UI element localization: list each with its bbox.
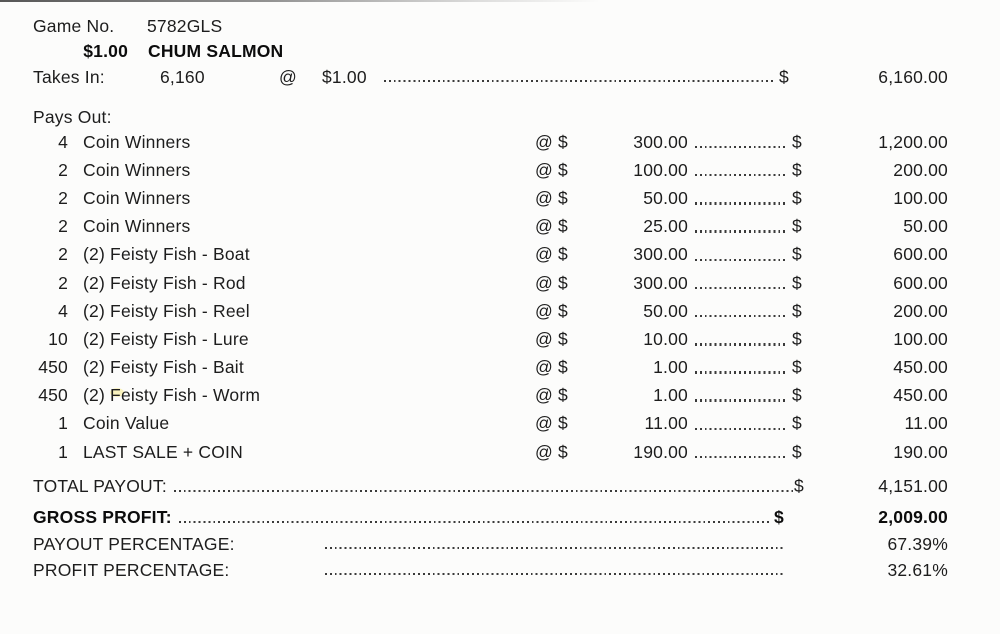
pays-out-label: Pays Out: <box>33 106 112 127</box>
payout-amount: 200.00 <box>893 300 948 321</box>
at-dollar-symbol: @ $ <box>535 385 568 406</box>
payout-row <box>33 354 948 382</box>
game-name-line <box>33 38 948 64</box>
at-dollar-symbol: @ $ <box>535 272 568 293</box>
payout-description: LAST SALE + COIN <box>83 441 243 462</box>
payout-unit-price: 1.00 <box>653 385 688 406</box>
payout-unit-price: 1.00 <box>653 357 688 378</box>
takes-in-total: 6,160.00 <box>878 66 948 87</box>
dollar-sign: $ <box>792 413 802 434</box>
payout-row <box>33 438 948 466</box>
profit-percentage-label: PROFIT PERCENTAGE: <box>33 559 230 580</box>
game-number-line <box>33 14 948 38</box>
section-spacer <box>33 90 948 106</box>
payout-qty: 2 <box>58 272 68 293</box>
payout-amount: 450.00 <box>893 357 948 378</box>
payout-unit-price: 50.00 <box>643 187 688 208</box>
total-payout-amount: 4,151.00 <box>878 475 948 496</box>
dollar-sign: $ <box>792 187 802 208</box>
dollar-sign: $ <box>792 441 802 462</box>
payout-row <box>33 410 948 438</box>
at-dollar-symbol: @ $ <box>535 244 568 265</box>
dotted-leader <box>318 531 788 557</box>
payout-amount: 600.00 <box>893 272 948 293</box>
payout-qty: 10 <box>48 328 68 349</box>
dollar-sign: $ <box>774 507 784 528</box>
payout-qty: 2 <box>58 216 68 237</box>
dotted-leader <box>688 382 792 410</box>
at-dollar-symbol: @ $ <box>535 159 568 180</box>
at-dollar-symbol: @ $ <box>535 216 568 237</box>
payout-description: (2) Feisty Fish - Reel <box>83 300 250 321</box>
at-symbol: @ <box>279 66 297 87</box>
payout-row <box>33 184 948 212</box>
dollar-sign: $ <box>792 159 802 180</box>
payout-unit-price: 190.00 <box>633 441 688 462</box>
payout-amount: 190.00 <box>893 441 948 462</box>
dollar-sign: $ <box>792 300 802 321</box>
dotted-leader <box>688 213 792 241</box>
payout-qty: 2 <box>58 244 68 265</box>
game-name: CHUM SALMON <box>148 40 284 61</box>
payout-amount: 11.00 <box>904 413 948 434</box>
payout-rows-list <box>33 128 948 466</box>
payout-qty: 2 <box>58 187 68 208</box>
payout-row <box>33 213 948 241</box>
dotted-leader <box>688 297 792 325</box>
payout-description: Coin Value <box>83 413 170 434</box>
profit-percentage-line <box>33 557 948 583</box>
payout-amount: 100.00 <box>893 328 948 349</box>
gross-profit-label: GROSS PROFIT: <box>33 507 172 528</box>
takes-in-unit-price: $1.00 <box>322 66 367 87</box>
scanner-edge-artifact <box>0 0 600 2</box>
total-payout-line <box>33 472 948 500</box>
at-dollar-symbol: @ $ <box>535 131 568 152</box>
dotted-leader <box>318 557 788 583</box>
dotted-leader <box>688 438 792 466</box>
dotted-leader <box>688 354 792 382</box>
payout-amount: 50.00 <box>903 216 948 237</box>
payout-unit-price: 300.00 <box>633 244 688 265</box>
dotted-leader <box>688 184 792 212</box>
dollar-sign: $ <box>794 475 804 496</box>
dotted-leader <box>688 269 792 297</box>
payout-amount: 200.00 <box>893 159 948 180</box>
payout-row <box>33 325 948 353</box>
pays-out-header <box>33 106 948 128</box>
gross-profit-line <box>33 504 948 531</box>
payout-row <box>33 297 948 325</box>
dotted-leader <box>688 128 792 156</box>
dollar-sign: $ <box>792 357 802 378</box>
payout-row <box>33 241 948 269</box>
payout-unit-price: 11.00 <box>644 413 688 434</box>
payout-description: (2) Feisty Fish - Lure <box>83 328 249 349</box>
profit-percentage-value: 32.61% <box>887 559 948 580</box>
payout-qty: 4 <box>58 300 68 321</box>
payout-amount: 600.00 <box>893 244 948 265</box>
payout-percentage-label: PAYOUT PERCENTAGE: <box>33 533 235 554</box>
dollar-sign: $ <box>792 272 802 293</box>
payout-qty: 450 <box>38 385 68 406</box>
dollar-sign: $ <box>792 385 802 406</box>
payout-row <box>33 156 948 184</box>
at-dollar-symbol: @ $ <box>535 187 568 208</box>
payout-description: (2) Feisty Fish - Boat <box>83 244 250 265</box>
payout-description: Coin Winners <box>83 159 191 180</box>
payout-unit-price: 25.00 <box>643 216 688 237</box>
payout-qty: 450 <box>38 357 68 378</box>
dollar-sign: $ <box>792 131 802 152</box>
payout-amount: 100.00 <box>893 187 948 208</box>
document-content <box>33 14 948 583</box>
payout-description: (2) Feisty Fish - Rod <box>83 272 246 293</box>
total-payout-label: TOTAL PAYOUT: <box>33 475 167 496</box>
payout-unit-price: 50.00 <box>643 300 688 321</box>
game-number-label: Game No. <box>33 15 115 36</box>
payout-amount: 1,200.00 <box>878 131 948 152</box>
dotted-leader <box>688 325 792 353</box>
payout-percentage-line <box>33 531 948 557</box>
dotted-leader <box>688 156 792 184</box>
payout-row <box>33 382 948 410</box>
takes-in-count: 6,160 <box>160 66 205 87</box>
at-dollar-symbol: @ $ <box>535 441 568 462</box>
payout-unit-price: 10.00 <box>643 328 688 349</box>
dotted-leader <box>377 64 779 90</box>
payout-percentage-value: 67.39% <box>887 533 948 554</box>
dollar-sign: $ <box>792 244 802 265</box>
payout-unit-price: 100.00 <box>633 159 688 180</box>
payout-description: (2) Feisty Fish - Worm <box>83 385 261 406</box>
at-dollar-symbol: @ $ <box>535 357 568 378</box>
payout-row <box>33 269 948 297</box>
takes-in-line <box>33 64 948 90</box>
payout-qty: 2 <box>58 159 68 180</box>
payout-amount: 450.00 <box>893 385 948 406</box>
payout-qty: 1 <box>58 413 68 434</box>
gross-profit-amount: 2,009.00 <box>878 507 948 528</box>
dollar-sign: $ <box>779 66 789 87</box>
payout-unit-price: 300.00 <box>633 272 688 293</box>
payout-description: Coin Winners <box>83 131 191 152</box>
at-dollar-symbol: @ $ <box>535 413 568 434</box>
dotted-leader <box>172 504 774 531</box>
payout-row <box>33 128 948 156</box>
at-dollar-symbol: @ $ <box>535 328 568 349</box>
dollar-sign: $ <box>792 216 802 237</box>
payout-qty: 4 <box>58 131 68 152</box>
game-number-value: 5782GLS <box>147 15 223 36</box>
payout-description: (2) Feisty Fish - Bait <box>83 357 244 378</box>
takes-in-label: Takes In: <box>33 66 105 87</box>
payout-description: Coin Winners <box>83 187 191 208</box>
payout-unit-price: 300.00 <box>633 131 688 152</box>
payout-description: Coin Winners <box>83 216 191 237</box>
dotted-leader <box>688 241 792 269</box>
payout-qty: 1 <box>58 441 68 462</box>
dollar-sign: $ <box>792 328 802 349</box>
at-dollar-symbol: @ $ <box>535 300 568 321</box>
dotted-leader <box>167 472 794 500</box>
ticket-price: $1.00 <box>83 40 128 61</box>
dotted-leader <box>688 410 792 438</box>
